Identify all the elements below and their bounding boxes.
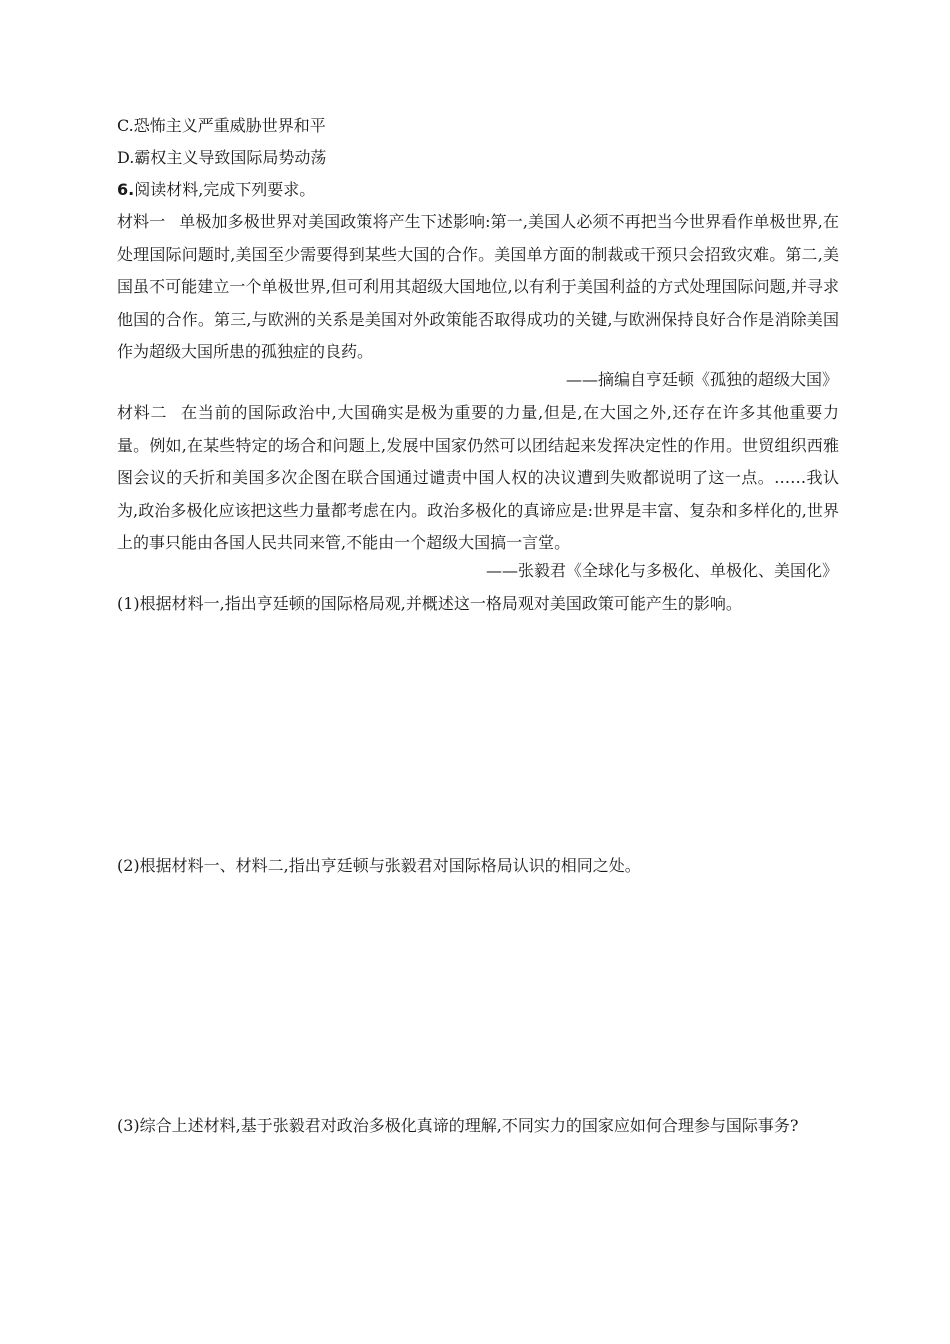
question-number: 6. [117,180,135,199]
question-prompt: 阅读材料,完成下列要求。 [134,180,316,199]
answer-area-2[interactable] [117,882,839,1110]
material-1-source: ——摘编自亨廷顿《孤独的超级大国》 [565,370,838,389]
material-2-text: 在当前的国际政治中,大国确实是极为重要的力量,但是,在大国之外,还存在许多其他重要力量。例如,在某些特定的场合和问题上,发展中国家仍然可以团结起来发挥决定性的作用。世贸组织西雅图会议的夭折和美国多次企图在联合国通过谴责中国人权的决议遭到失败都说明了这一点。……我认为,政治多极化应该把这些力量都考虑在内。政治多极化的真谛应是:世界是丰富、复杂和多样化的,世界上的事只能由各国人民共同来管,不能由一个超级大国搞一言堂。 [117,403,839,553]
option-c: C.恐怖主义严重威胁世界和平 [117,116,326,135]
answer-area-3[interactable] [117,1142,839,1322]
material-1-text: 单极加多极世界对美国政策将产生下述影响:第一,美国人必须不再把当今世界看作单极世界,在处理国际问题时,美国至少需要得到某些大国的合作。美国单方面的制裁或干预只会招致灾难。第二,美国虽不可能建立一个单极世界,但可利用其超级大国地位,以有利于美国利益的方式处理国际问题,并寻求他国的合作。第三,与欧洲的关系是美国对外政策能否取得成功的关键,与欧洲保持良好合作是消除美国作为超级大国所患的孤独症的良药。 [117,212,839,362]
material-2 [117,397,839,560]
answer-area-1[interactable] [117,620,839,850]
question-6-header [117,180,837,200]
option-d: D.霸权主义导致国际局势动荡 [117,148,327,167]
material-2-source: ——张毅君《全球化与多极化、单极化、美国化》 [485,561,838,580]
sub-question-3: (3)综合上述材料,基于张毅君对政治多极化真谛的理解,不同实力的国家应如何合理参与国际事务? [117,1116,799,1135]
material-2-label: 材料二 [117,403,168,422]
material-1 [117,206,839,369]
sub-question-2: (2)根据材料一、材料二,指出亨廷顿与张毅君对国际格局认识的相同之处。 [117,856,641,875]
material-1-label: 材料一 [117,212,166,231]
sub-question-1: (1)根据材料一,指出亨廷顿的国际格局观,并概述这一格局观对美国政策可能产生的影响。 [117,594,742,613]
